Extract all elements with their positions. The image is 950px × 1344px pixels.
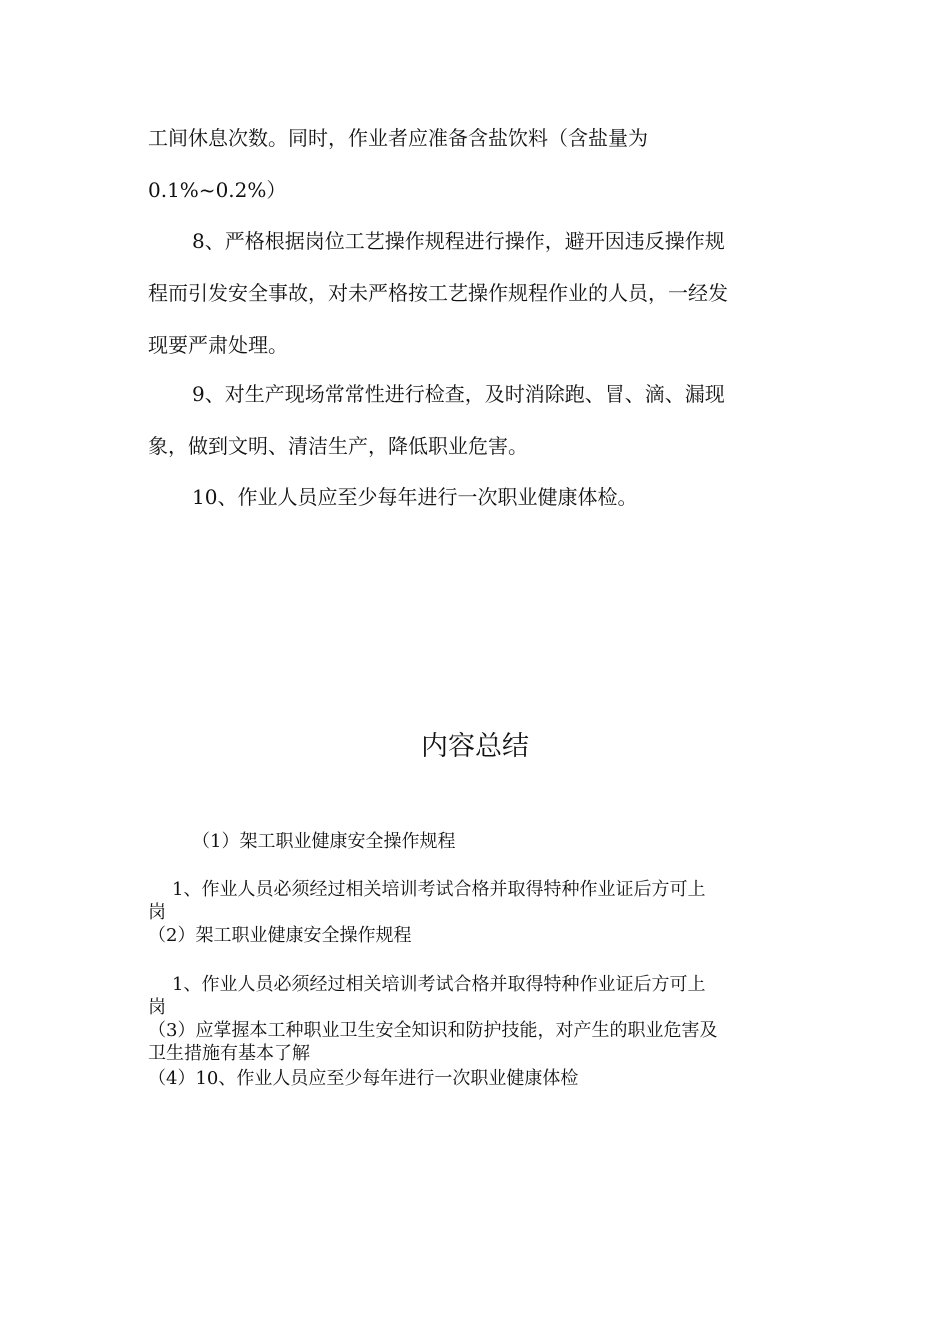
summary-title: 内容总结 bbox=[421, 731, 529, 762]
body-line-3: 8、严格根据岗位工艺操作规程进行操作，避开因违反操作规 bbox=[192, 229, 725, 253]
body-line-8: 10、作业人员应至少每年进行一次职业健康体检。 bbox=[192, 485, 638, 509]
body-line-7: 象，做到文明、清洁生产，降低职业危害。 bbox=[148, 434, 528, 458]
summary-line-1: （1）架工职业健康安全操作规程 bbox=[192, 831, 456, 852]
summary-line-8: 卫生措施有基本了解 bbox=[148, 1043, 310, 1064]
body-line-2: 0.1%~0.2%） bbox=[148, 178, 287, 202]
summary-line-9: （4）10、作业人员应至少每年进行一次职业健康体检 bbox=[148, 1068, 579, 1089]
summary-line-7: （3）应掌握本工种职业卫生安全知识和防护技能，对产生的职业危害及 bbox=[148, 1020, 718, 1041]
body-line-1: 工间休息次数。同时，作业者应准备含盐饮料（含盐量为 bbox=[148, 126, 648, 150]
summary-line-5: 1、作业人员必须经过相关培训考试合格并取得特种作业证后方可上 bbox=[172, 974, 706, 995]
summary-line-6: 岗 bbox=[148, 997, 166, 1018]
summary-line-2: 1、作业人员必须经过相关培训考试合格并取得特种作业证后方可上 bbox=[172, 879, 706, 900]
body-line-4: 程而引发安全事故，对未严格按工艺操作规程作业的人员，一经发 bbox=[148, 281, 728, 305]
summary-line-3: 岗 bbox=[148, 902, 166, 923]
body-line-6: 9、对生产现场常常性进行检查，及时消除跑、冒、滴、漏现 bbox=[192, 382, 725, 406]
summary-line-4: （2）架工职业健康安全操作规程 bbox=[148, 925, 412, 946]
body-line-5: 现要严肃处理。 bbox=[148, 333, 288, 357]
